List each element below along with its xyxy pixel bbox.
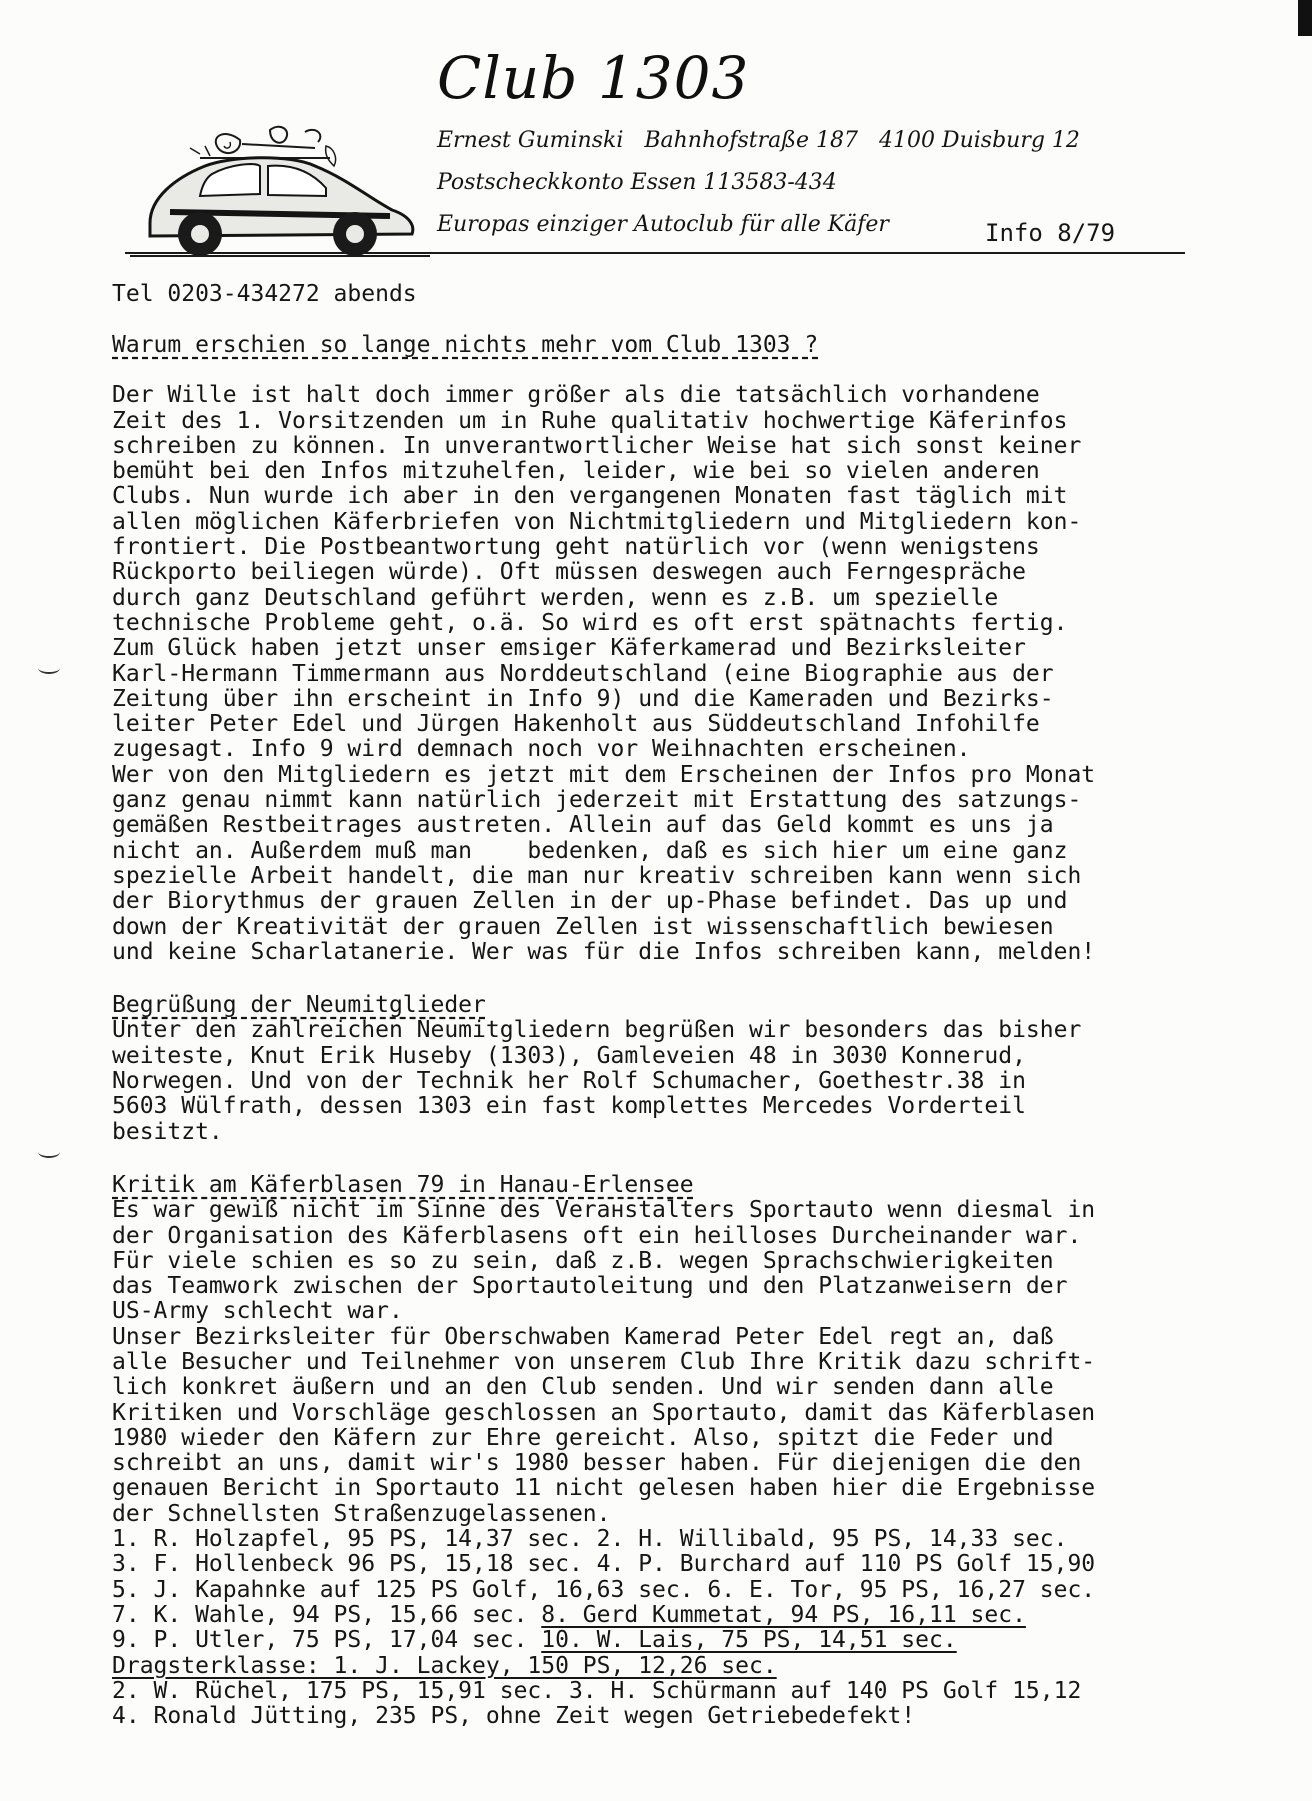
text-line: ganz genau nimmt kann natürlich jederzeit mit Erstattung des satzungs- [112, 787, 1082, 814]
text-line: weiteste, Knut Erik Huseby (1303), Gamleveien 48 in 3030 Konnerud, [112, 1042, 1026, 1069]
text-line: der Schnellsten Straßenzugelassenen. [112, 1500, 611, 1527]
text-line: allen möglichen Käferbriefen von Nichtmitgliedern und Mitgliedern kon- [112, 508, 1082, 535]
text-line: besitzt. [112, 1118, 223, 1145]
text-line: alle Besucher und Teilnehmer von unserem Club Ihre Kritik dazu schrift- [112, 1348, 1096, 1375]
result-line: 1. R. Holzapfel, 95 PS, 14,37 sec. 2. H. Willibald, 95 PS, 14,33 sec. [112, 1526, 1068, 1553]
text-line: Zum Glück haben jetzt unser emsiger Käferkamerad und Bezirksleiter [112, 635, 1026, 662]
section-heading: Begrüßung der Neumitglieder [112, 992, 486, 1019]
text-line: gemäßen Restbeitrages austreten. Allein auf das Geld kommt es uns ja [112, 812, 1054, 839]
result-line: 5. J. Kapahnke auf 125 PS Golf, 16,63 sec. 6. E. Tor, 95 PS, 16,27 sec. [112, 1576, 1096, 1603]
newsletter-body [112, 333, 1252, 1729]
text-line: das Teamwork zwischen der Sportautoleitung und den Platzanweisern der [112, 1273, 1068, 1300]
letterhead [0, 0, 1312, 270]
text-line: frontiert. Die Postbeantwortung geht natürlich vor (wenn wenigstens [112, 534, 1040, 561]
text-line: Der Wille ist halt doch immer größer als die tatsächlich vorhandene [112, 382, 1040, 409]
text-line: schreibt an uns, damit wir's 1980 besser haben. Für diejenigen die den [112, 1450, 1082, 1477]
text-line: Clubs. Nun wurde ich aber in den vergangenen Monaten fast täglich mit [112, 483, 1068, 510]
text-line: Es war gewiß nicht im Sinne des Verанstalters Sportauto wenn diesmal in [112, 1197, 1096, 1224]
text-line: Zeitung über ihn erscheint in Info 9) und die Kameraden und Bezirks- [112, 685, 1054, 712]
text-line: Zeit des 1. Vorsitzenden um in Ruhe qualitativ hochwertige Käferinfos [112, 407, 1068, 434]
club-name: Club 1303 [437, 44, 750, 112]
section-body-new-members [112, 1018, 1252, 1144]
issue-number: Info 8/79 [985, 219, 1116, 247]
punch-mark [38, 662, 60, 674]
text-line: technische Probleme geht, o.ä. So wird es oft erst spätnachts fertig. [112, 609, 1068, 636]
punch-mark [38, 1146, 60, 1158]
telephone-line: Tel 0203-434272 abends [112, 281, 417, 307]
text-line: 1980 wieder den Käfern zur Ehre gereicht. Also, spitzt die Feder und [112, 1424, 1054, 1451]
text-line: genauen Bericht in Sportauto 11 nicht gelesen haben hier die Ergebnisse [112, 1475, 1096, 1502]
text-line: Kritiken und Vorschläge geschlossen an Sportauto, damit das Käferblasen [112, 1399, 1096, 1426]
text-line: durch ganz Deutschland geführt werden, wenn es z.B. um spezielle [112, 584, 999, 611]
section-body-critique [112, 1198, 1252, 1527]
text-line: Unser Bezirksleiter für Oberschwaben Kamerad Peter Edel regt an, daß [112, 1323, 1054, 1350]
text-line: Norwegen. Und von der Technik her Rolf Schumacher, Goethestr.38 in [112, 1068, 1026, 1095]
result-line: 3. F. Hollenbeck 96 PS, 15,18 sec. 4. P. Burchard auf 110 PS Golf 15,90 [112, 1551, 1096, 1578]
text-line: nicht an. Außerdem muß man bedenken, daß es sich hier um eine ganz [112, 837, 1068, 864]
beetle-car-with-rose-icon [130, 118, 430, 260]
text-line: Karl-Hermann Timmermann aus Norddeutschland (eine Biographie aus der [112, 660, 1054, 687]
text-line: spezielle Arbeit handelt, die man nur kreativ schreiben kann wenn sich [112, 862, 1082, 889]
section-heading: Kritik am Käferblasen 79 in Hanau-Erlensee [112, 1171, 694, 1198]
header-divider [125, 252, 1185, 254]
text-line: der Biorythmus der grauen Zellen in der up-Phase befindet. Das up und [112, 888, 1068, 915]
text-line: Rückporto beiliegen würde). Oft müssen deswegen auch Ferngespräche [112, 559, 1026, 586]
text-line: down der Kreativität der grauen Zellen ist wissenschaftlich bewiesen [112, 913, 1054, 940]
text-line: leiter Peter Edel und Jürgen Hakenholt aus Süddeutschland Infohilfe [112, 711, 1040, 738]
text-line: und keine Scharlatanerie. Wer was für die Infos schreiben kann, melden! [112, 938, 1096, 965]
text-line: 5603 Wülfrath, dessen 1303 ein fast komplettes Mercedes Vorderteil [112, 1093, 1026, 1120]
result-line: 7. K. Wahle, 94 PS, 15,66 sec. 8. Gerd Kummetat, 94 PS, 16,11 sec. [112, 1601, 1026, 1628]
text-line: US-Army schlecht war. [112, 1298, 403, 1325]
text-line: Für viele schien es so zu sein, daß z.B. wegen Sprachschwierigkeiten [112, 1247, 1054, 1274]
result-line: Dragsterklasse: 1. J. Lackey, 150 PS, 12,26 sec. [112, 1652, 777, 1679]
text-line: schreiben zu können. In unverantwortlicher Weise hat sich sonst keiner [112, 432, 1082, 459]
text-line: lich konkret äußern und an den Club senden. Und wir senden dann alle [112, 1374, 1054, 1401]
results-list [112, 1527, 1252, 1729]
result-line: 9. P. Utler, 75 PS, 17,04 sec. 10. W. Lais, 75 PS, 14,51 sec. [112, 1627, 957, 1654]
postal-account: Postscheckkonto Essen 113583-434 [437, 170, 837, 195]
text-line: Unter den zahlreichen Neumitgliedern begrüßen wir besonders das bisher [112, 1017, 1082, 1044]
club-slogan: Europas einziger Autoclub für alle Käfer [437, 212, 889, 237]
section-body-club-news [112, 383, 1252, 965]
address-line: Ernest Guminski Bahnhofstraße 187 4100 Duisburg 12 [437, 128, 1080, 153]
text-line: Wer von den Mitgliedern es jetzt mit dem Erscheinen der Infos pro Monat [112, 761, 1096, 788]
text-line: der Organisation des Käferblasens oft ein heilloses Durcheinander war. [112, 1222, 1082, 1249]
text-line: zugesagt. Info 9 wird demnach noch vor Weihnachten erscheinen. [112, 736, 971, 763]
text-line: bemüht bei den Infos mitzuhelfen, leider, wie bei so vielen anderen [112, 458, 1040, 485]
section-heading: Warum erschien so lange nichts mehr vom Club 1303 ? [112, 332, 819, 358]
result-line: 4. Ronald Jütting, 235 PS, ohne Zeit wegen Getriebedefekt! [112, 1703, 916, 1730]
result-line: 2. W. Rüchel, 175 PS, 15,91 sec. 3. H. Schürmann auf 140 PS Golf 15,12 [112, 1677, 1082, 1704]
